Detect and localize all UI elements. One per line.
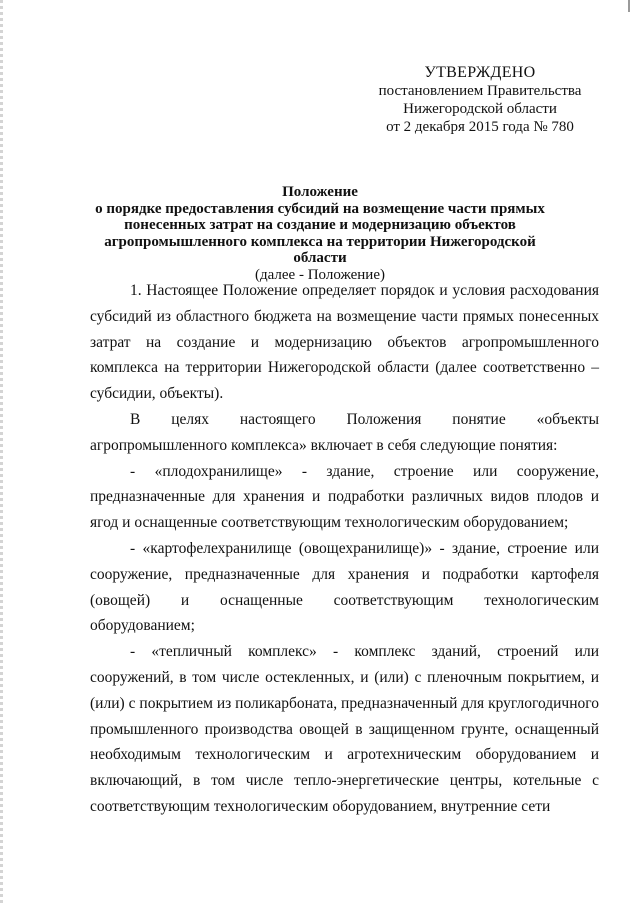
title-line: понесенных затрат на создание и модернизацию объектов (124, 217, 516, 233)
approval-stamp (360, 64, 600, 136)
document-body (90, 278, 599, 820)
title-line: агропромышленного комплекса на территории Нижегородской области (104, 233, 536, 266)
paragraph: 1. Настоящее Положение определяет порядок и условия расходования субсидий из областного бюджета на возмещение части прямых понесенных затрат на создание и модернизацию объектов агропромышленного комплекса на территории Нижегородской области (далее соответственно – субсидии, объекты). (90, 282, 599, 403)
paragraph: В целях настоящего Положения понятие «объекты агропромышленного комплекса» включает в себя следующие понятия: (90, 410, 599, 454)
approval-line: постановлением Правительства (378, 83, 582, 99)
paragraph: - «тепличный комплекс» - комплекс зданий, строений или сооружений, в том числе остекленных, и (или) с пленочным покрытием, и (или) с покрытием из поликарбоната, предназначенный для круглогодичного промышленного производства овощей в защищенном грунте, оснащенный необходимым технологическим и агротехническим оборудованием и включающий, в том числе тепло-энергетические центры, котельные с соответствующим технологическим оборудованием, внутренние сети (90, 643, 599, 815)
approval-line: Нижегородской области (403, 101, 557, 117)
approval-line: от 2 декабря 2015 года № 780 (386, 119, 574, 135)
title-note: (далее - Положение) (255, 266, 385, 283)
scan-edge (0, 0, 3, 905)
title-line: о порядке предоставления субсидий на возмещение части прямых (95, 200, 545, 217)
paragraph: - «плодохранилище» - здание, строение или сооружение, предназначенные для хранения и подработки различных видов плодов и ягод и оснащенные соответствующим технологическим оборудованием; (90, 462, 599, 532)
scan-mark (628, 0, 630, 12)
approval-heading: УТВЕРЖДЕНО (424, 64, 536, 81)
paragraph: - «картофелехранилище (овощехранилище)» - здание, строение или сооружение, предназначенные для хранения и подработки картофеля (овощей) и оснащенные соответствующим технологическим оборудованием; (90, 539, 599, 635)
document-title (80, 184, 560, 283)
title-line: Положение (282, 184, 358, 200)
